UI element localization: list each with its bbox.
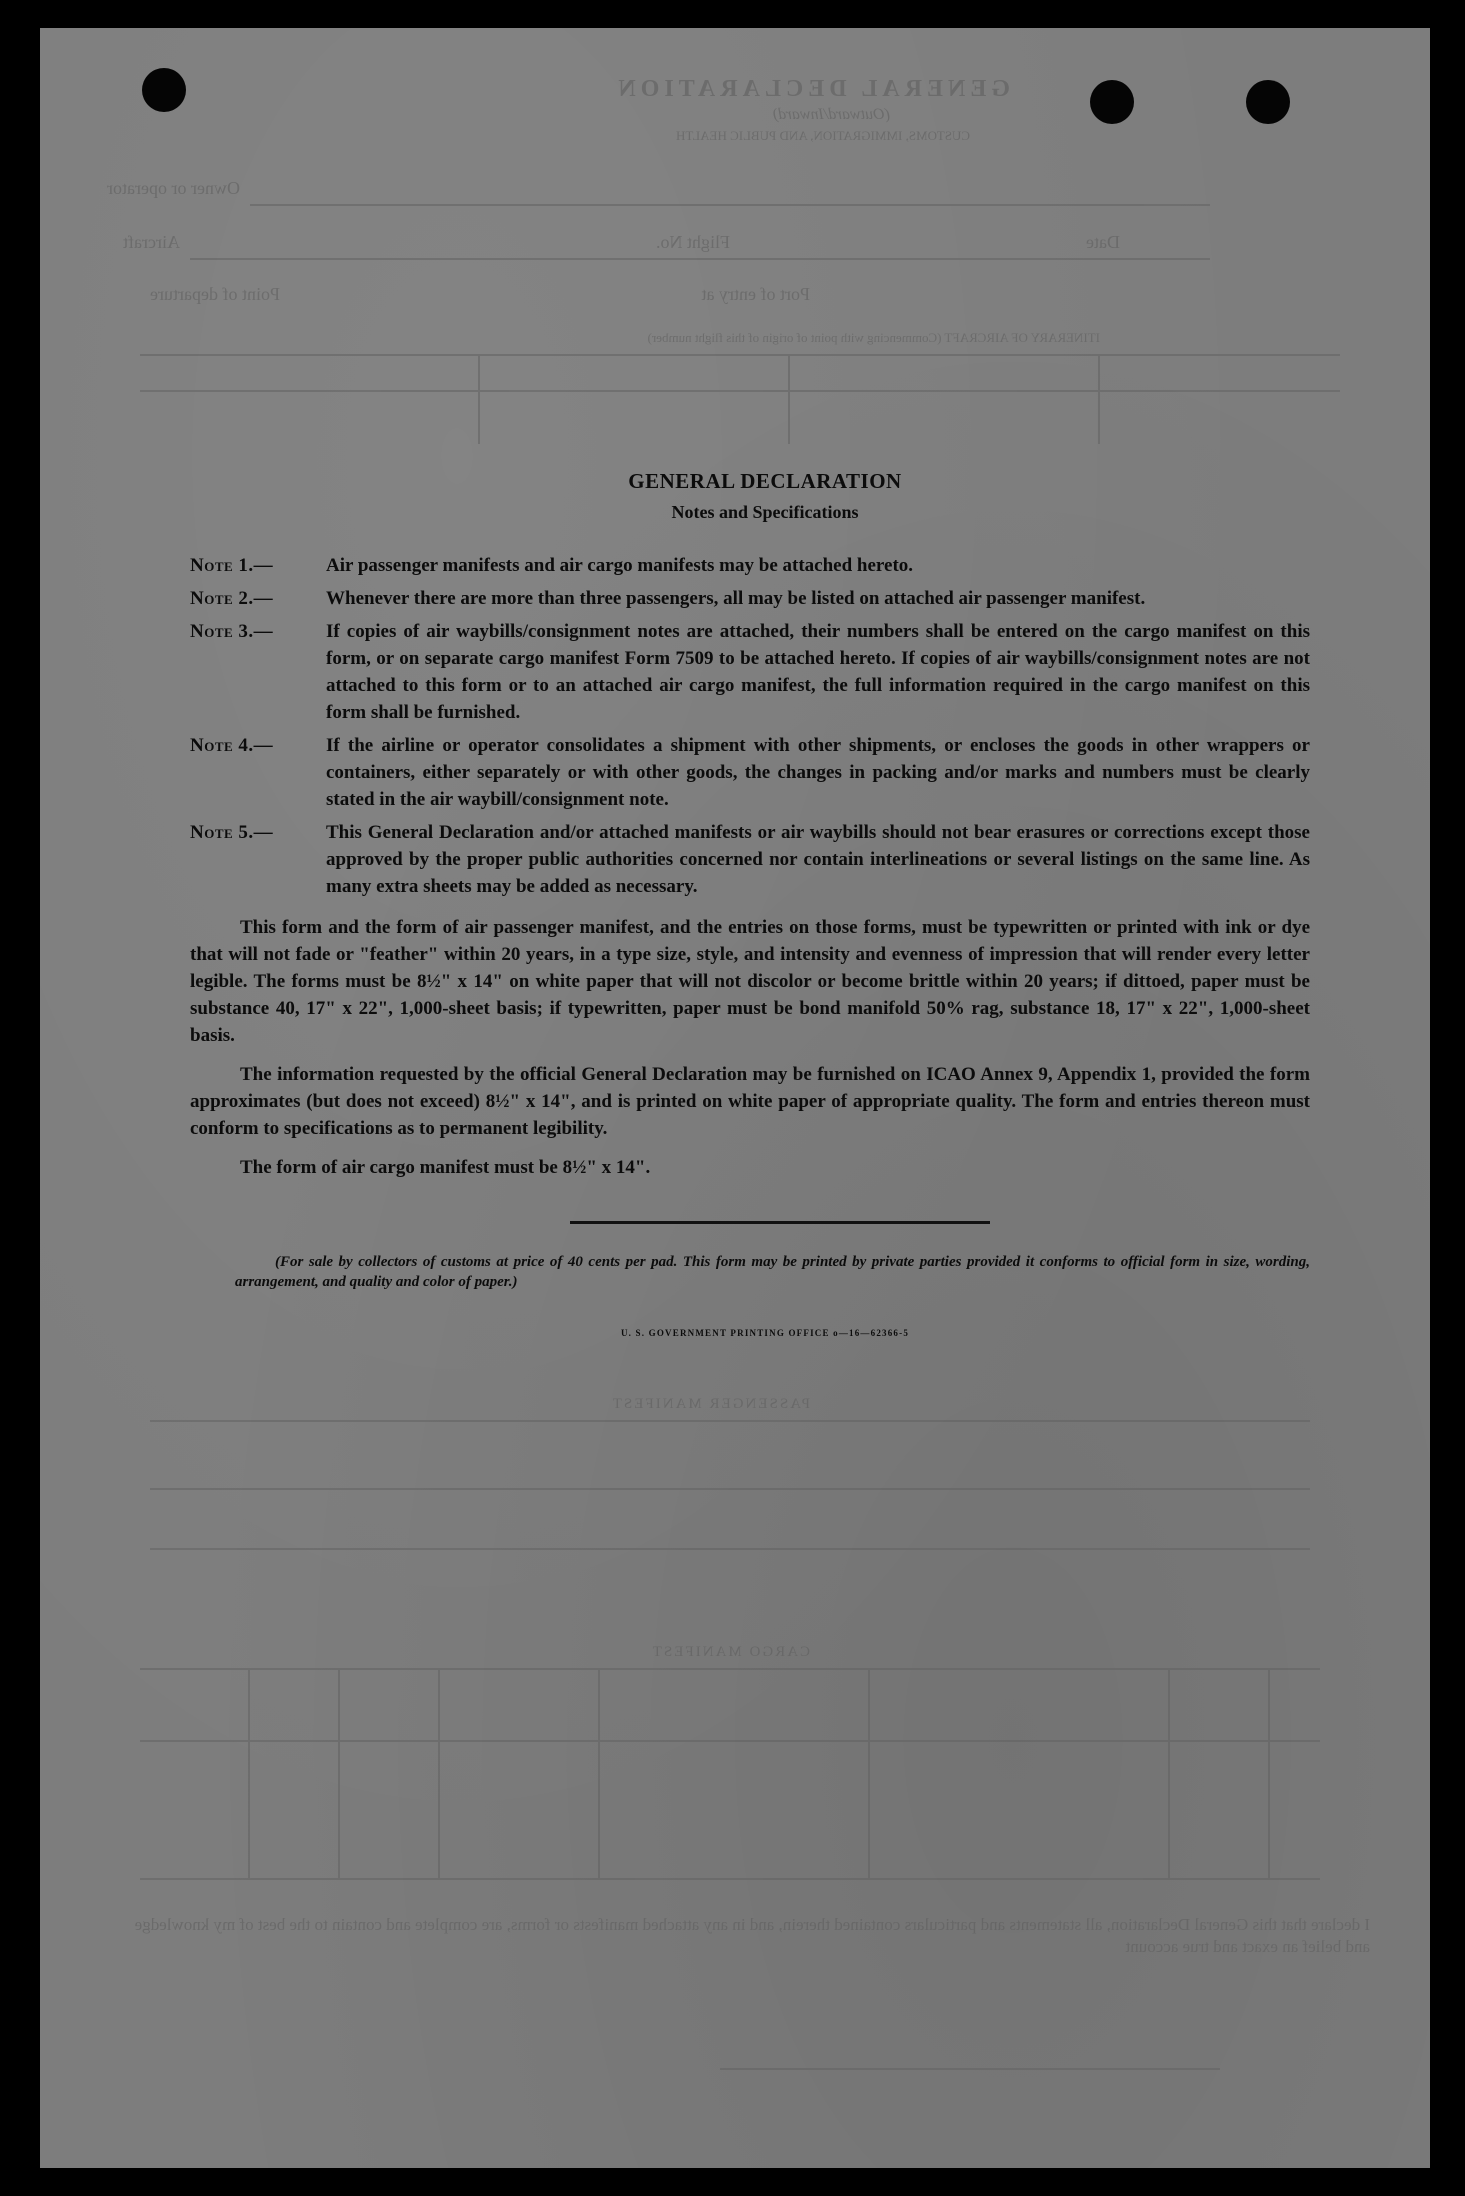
ghost-line — [140, 1668, 1320, 1670]
ghost-line — [250, 204, 1210, 206]
ghost-itinerary-label: ITINERARY OF AIRCRAFT (Commencing with point of origin of this flight number) — [647, 330, 1100, 345]
ghost-line — [150, 1548, 1310, 1550]
divider-rule — [570, 1221, 990, 1224]
ghost-header-sub: (Outward/Inward) — [772, 106, 890, 123]
punch-hole-center — [1090, 80, 1134, 124]
note-label: Note 2.— — [190, 588, 274, 609]
ghost-line — [1098, 354, 1100, 444]
ghost-line — [1168, 1668, 1170, 1878]
ghost-flight-label: Flight No. — [655, 232, 730, 252]
notes-list — [190, 552, 1310, 900]
note-text: This General Declaration and/or attached manifests or air waybills should not bear erasures or corrections except those approved by the proper public authorities concerned nor contain interlineations or several listings on the same line. As many extra sheets may be added as necessary. — [326, 822, 1310, 897]
note-3 — [190, 618, 1310, 726]
ghost-line — [190, 258, 1210, 260]
note-text: If the airline or operator consolidates a shipment with other shipments, or encloses the goods in other wrappers or containers, either separately or with other goods, the changes in packing and/or marks and numbers must be clearly stated in the air waybill/consignment note. — [326, 735, 1310, 810]
ghost-line — [140, 354, 1340, 356]
ghost-departure-label: Point of departure — [150, 284, 280, 304]
ghost-line — [248, 1668, 250, 1878]
ghost-line — [140, 1740, 1320, 1742]
printer-line: U. S. GOVERNMENT PRINTING OFFICE o—16—62366-5 — [620, 1328, 910, 1338]
note-text: Air passenger manifests and air cargo manifests may be attached hereto. — [326, 555, 914, 576]
note-5 — [190, 819, 1310, 900]
ghost-cargo-manifest-label: CARGO MANIFEST — [650, 1644, 810, 1660]
note-1 — [190, 552, 1310, 579]
ghost-line — [150, 1488, 1310, 1490]
ghost-aircraft-label: Aircraft — [123, 232, 180, 252]
ghost-line — [338, 1668, 340, 1878]
note-2 — [190, 585, 1310, 612]
ghost-line — [868, 1668, 870, 1878]
ghost-entry-label: Port of entry at — [701, 284, 810, 304]
page-title: GENERAL DECLARATION — [628, 469, 902, 493]
icao-paragraph: The information requested by the official General Declaration may be furnished on ICAO Annex 9, Appendix 1, provided the form approximates (but does not exceed) 8½" x 14", and is printed on white paper of appropriate quality. The form and entries thereon must conform to specifications as to permanent legibility. — [190, 1064, 1310, 1139]
ghost-line — [140, 390, 1340, 392]
ghost-header-agencies: CUSTOMS, IMMIGRATION, AND PUBLIC HEALTH — [676, 128, 970, 143]
ghost-line — [1268, 1668, 1270, 1878]
note-label: Note 4.— — [190, 735, 274, 756]
ghost-line — [478, 354, 480, 444]
ghost-date-label: Date — [1086, 232, 1120, 252]
ghost-header-title: GENERAL DECLARATION — [613, 76, 1010, 102]
note-label: Note 3.— — [190, 621, 274, 642]
ghost-owner-label: Owner or operator — [107, 178, 240, 198]
document-page — [40, 28, 1430, 2168]
ghost-line — [720, 2068, 1220, 2070]
note-text: If copies of air waybills/consignment notes are attached, their numbers shall be entered on the cargo manifest on this form, or on separate cargo manifest Form 7509 to be attached hereto. If copies of air waybills/consignment notes are not attached to this form or to an attached air cargo manifest, the full information required in the cargo manifest on this form shall be furnished. — [326, 621, 1310, 723]
note-text: Whenever there are more than three passengers, all may be listed on attached air passenger manifest. — [326, 588, 1146, 609]
punch-hole-right — [1246, 80, 1290, 124]
note-label: Note 1.— — [190, 555, 274, 576]
note-label: Note 5.— — [190, 822, 274, 843]
ghost-line — [140, 1878, 1320, 1880]
punch-hole-left — [142, 68, 186, 112]
ghost-line — [438, 1668, 440, 1878]
form-requirements-paragraph: This form and the form of air passenger manifest, and the entries on those forms, must be typewritten or printed with ink or dye that will not fade or "feather" within 20 years, in a type size, style, and intensity and evenness of impression that will render every letter legible. The forms must be 8½" x 14" on white paper that will not discolor or become brittle within 20 years; if dittoed, paper must be substance 40, 17" x 22", 1,000-sheet basis; if typewritten, paper must be bond manifold 50% rag, substance 18, 17" x 22", 1,000-sheet basis. — [190, 917, 1310, 1046]
page-subtitle: Notes and Specifications — [671, 502, 859, 522]
cargo-manifest-size-paragraph: The form of air cargo manifest must be 8½" x 14". — [240, 1157, 651, 1178]
ghost-line — [598, 1668, 600, 1878]
ghost-line — [150, 1420, 1310, 1422]
sale-notice: (For sale by collectors of customs at price of 40 cents per pad. This form may be printed by private parties provided it conforms to official form in size, wording, arrangement, and quality and color of paper.) — [235, 1254, 1310, 1290]
ghost-line — [788, 354, 790, 444]
notes-and-specifications — [190, 468, 1310, 1347]
note-4 — [190, 732, 1310, 813]
ghost-declare-text: I declare that this General Declaration, all statements and particulars contained therein, and in any attached manifests or forms, are complete and contain to the best of my knowledge and belief an exact and true account — [134, 1915, 1370, 1956]
ghost-passenger-manifest-label: PASSENGER MANIFEST — [610, 1396, 810, 1412]
